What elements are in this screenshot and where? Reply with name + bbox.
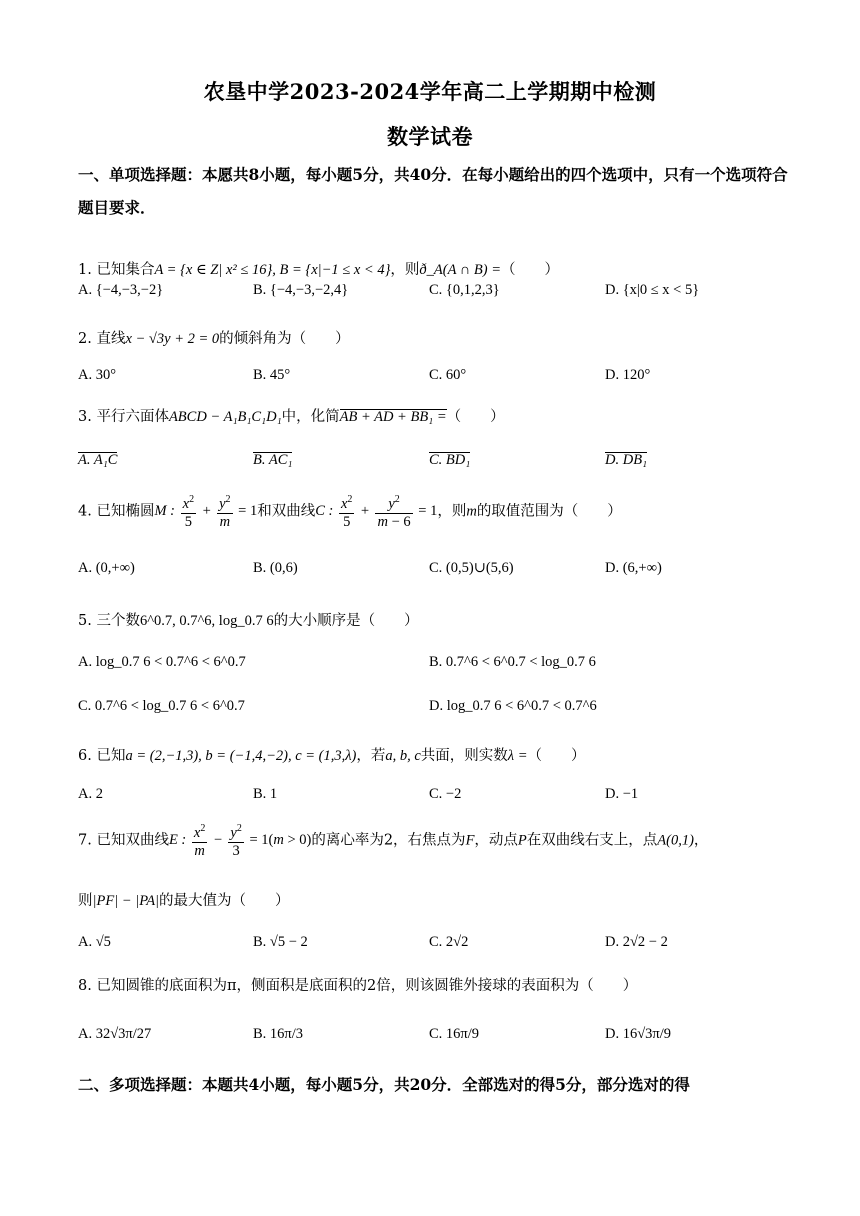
- question-6: 6. 已知a = (2,−1,3), b = (−1,4,−2), c = (1,3,λ)，若a, b, c共面，则实数λ =（ ）: [78, 748, 586, 764]
- option-a[interactable]: A. log_0.7 6 < 0.7^6 < 6^0.7: [78, 654, 246, 670]
- option-d[interactable]: D. −1: [605, 786, 639, 802]
- option-c[interactable]: C. −2: [429, 786, 462, 802]
- option-b[interactable]: B. (0,6): [253, 560, 298, 576]
- ellipse-equation: M : $\frac{x^2}{5}$ + $\frac{y^2}{m}$ = 1: [154, 494, 258, 530]
- question-5-options-row-2: [78, 698, 788, 728]
- question-1-options: [78, 282, 788, 312]
- option-a[interactable]: A. √5: [78, 934, 111, 950]
- question-4: 4. 已知椭圆M : $\frac{x^2}{5}$ + $\frac{y^2}{m}$ = 1和双曲线C : $\frac{x^2}{5}$ + $\frac{y^2}{m - 6}$ = 1，则m的取值范围为（ ）: [78, 494, 622, 530]
- option-a[interactable]: A. 32√3π/27: [78, 1026, 152, 1042]
- question-4-options: [78, 560, 788, 590]
- option-d[interactable]: D. DB₁: [605, 452, 648, 468]
- option-c[interactable]: C. 16π/9: [429, 1026, 480, 1042]
- option-d[interactable]: D. 2√2 − 2: [605, 934, 668, 950]
- section-2-heading: 二、多项选择题：本题共4小题，每小题5分，共20分．全部选对的得5分，部分选对的得: [78, 1075, 690, 1094]
- option-a[interactable]: A. {−4,−3,−2}: [78, 282, 164, 298]
- option-c[interactable]: C. BD₁: [429, 452, 471, 468]
- option-b[interactable]: B. 16π/3: [253, 1026, 304, 1042]
- question-5: 5. 三个数6^0.7, 0.7^6, log_0.7 6的大小顺序是（ ）: [78, 613, 419, 629]
- option-a[interactable]: A. A₁C: [78, 452, 118, 468]
- option-c[interactable]: C. 60°: [429, 367, 467, 383]
- hyperbola-e-equation: E : $\frac{x^2}{m}$ − $\frac{y^2}{3}$ = 1(m > 0): [168, 823, 312, 859]
- question-6-options: [78, 786, 788, 816]
- option-b[interactable]: B. 0.7^6 < 6^0.7 < log_0.7 6: [429, 654, 596, 670]
- option-b[interactable]: B. 1: [253, 786, 278, 802]
- option-c[interactable]: C. 2√2: [429, 934, 469, 950]
- option-c[interactable]: C. {0,1,2,3}: [429, 282, 500, 298]
- option-d[interactable]: D. log_0.7 6 < 6^0.7 < 0.7^6: [429, 698, 597, 714]
- question-2: 2. 直线x − √3y + 2 = 0的倾斜角为（ ）: [78, 331, 350, 347]
- question-1: 1. 已知集合A = {x ∈ Z| x² ≤ 16}, B = {x|−1 ≤ x < 4}，则ð_A(A ∩ B) =（ ）: [78, 262, 559, 278]
- hyperbola-equation: C : $\frac{x^2}{5}$ + $\frac{y^2}{m - 6}$ = 1: [315, 494, 438, 530]
- question-7-options: [78, 934, 788, 964]
- section-1-heading: 一、单项选择题：本愿共8小题，每小题5分，共40分．在每小题给出的四个选项中，只有一个选项符合题目要求．: [78, 165, 788, 217]
- question-7: 7. 已知双曲线E : $\frac{x^2}{m}$ − $\frac{y^2}{3}$ = 1(m > 0)的离心率为2，右焦点为F，动点P在双曲线右支上，点A(0,1)，: [78, 823, 709, 859]
- question-2-options: [78, 367, 788, 397]
- option-c[interactable]: C. (0,5)∪(5,6): [429, 560, 514, 576]
- question-5-options-row-1: [78, 654, 788, 684]
- exam-subtitle: 数学试卷: [387, 124, 473, 149]
- exam-title: 农垦中学2023-2024学年高二上学期期中检测: [203, 79, 657, 104]
- question-3: 3. 平行六面体ABCD − A₁B₁C₁D₁中，化简AB + AD + BB₁ =（ ）: [78, 409, 505, 425]
- option-b[interactable]: B. 45°: [253, 367, 291, 383]
- option-a[interactable]: A. (0,+∞): [78, 560, 135, 576]
- question-8-options: [78, 1026, 788, 1056]
- option-a[interactable]: A. 30°: [78, 367, 117, 383]
- option-d[interactable]: D. {x|0 ≤ x < 5}: [605, 282, 700, 298]
- question-8: 8. 已知圆锥的底面积为π，侧面积是底面积的2倍，则该圆锥外接球的表面积为（ ）: [78, 978, 638, 994]
- option-d[interactable]: D. 120°: [605, 367, 651, 383]
- option-b[interactable]: B. AC₁: [253, 452, 293, 468]
- option-a[interactable]: A. 2: [78, 786, 103, 802]
- question-3-options: [78, 452, 788, 482]
- option-b[interactable]: B. √5 − 2: [253, 934, 308, 950]
- option-d[interactable]: D. (6,+∞): [605, 560, 662, 576]
- option-d[interactable]: D. 16√3π/9: [605, 1026, 672, 1042]
- option-c[interactable]: C. 0.7^6 < log_0.7 6 < 6^0.7: [78, 698, 245, 714]
- option-b[interactable]: B. {−4,−3,−2,4}: [253, 282, 349, 298]
- question-7-line-2: 则|PF| − |PA|的最大值为（ ）: [78, 893, 290, 909]
